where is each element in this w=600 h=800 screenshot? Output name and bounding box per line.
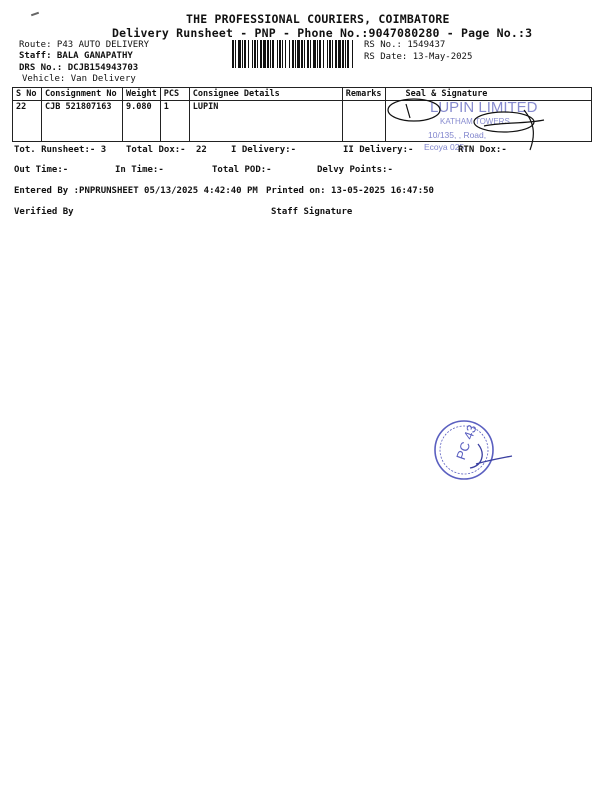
barcode-bar <box>277 40 278 68</box>
route-text: Route: P43 AUTO DELIVERY <box>19 40 150 50</box>
barcode-bar <box>327 40 328 68</box>
barcode-bar <box>310 40 311 68</box>
staff-text: Staff: BALA GANAPATHY <box>19 51 133 61</box>
barcode-bar <box>301 40 303 68</box>
staff-signature: Staff Signature <box>271 207 353 217</box>
tot-runsheet: Tot. Runsheet:- 3 <box>14 145 107 155</box>
barcode-bar <box>272 40 274 68</box>
barcode-bar <box>282 40 283 68</box>
barcode-bar <box>244 40 246 68</box>
cell-consignment: CJB 521807163 <box>42 101 123 142</box>
company-title: THE PROFESSIONAL COURIERS, COIMBATORE <box>186 12 450 26</box>
barcode-bar <box>307 40 309 68</box>
barcode-bar <box>352 40 353 68</box>
barcode-bar <box>270 40 271 68</box>
col-header-weight: Weight <box>123 88 161 101</box>
vehicle-text: Vehicle: Van Delivery <box>22 74 136 84</box>
barcode-bar <box>257 40 258 68</box>
seal-line-3: 10/135, , Road, <box>428 130 487 140</box>
barcode-bar <box>297 40 300 68</box>
barcode-bar <box>345 40 346 68</box>
barcode-bar <box>263 40 266 68</box>
cell-consignee: LUPIN <box>189 101 342 142</box>
col-header-pcs: PCS <box>160 88 189 101</box>
barcode-bar <box>292 40 294 68</box>
entered-by: Entered By :PNPRUNSHEET 05/13/2025 4:42:40 PM <box>14 186 258 196</box>
verified-by: Verified By <box>14 207 74 217</box>
rs-date: RS Date: 13-May-2025 <box>364 52 473 62</box>
ii-delivery: II Delivery:- <box>343 145 414 155</box>
barcode-bar <box>279 40 281 68</box>
stray-mark <box>31 12 39 17</box>
barcode-bar <box>252 40 253 68</box>
barcode-bar <box>329 40 331 68</box>
col-header-consignment: Consignment No <box>42 88 123 101</box>
barcode-bar <box>332 40 333 68</box>
barcode-bar <box>242 40 243 68</box>
barcode-bar <box>295 40 296 68</box>
barcode-bar <box>232 40 234 68</box>
barcode-bar <box>260 40 262 68</box>
total-dox-value: 22 <box>196 145 207 155</box>
cell-weight: 9.080 <box>123 101 161 142</box>
total-dox-label: Total Dox:- <box>126 145 186 155</box>
barcode-bar <box>335 40 337 68</box>
cell-sno: 22 <box>13 101 42 142</box>
barcode-image <box>232 40 354 68</box>
barcode-bar <box>254 40 256 68</box>
barcode-bar <box>304 40 305 68</box>
barcode-bar <box>317 40 318 68</box>
barcode-bar <box>235 40 236 68</box>
barcode-bar <box>323 40 324 68</box>
barcode-bar <box>248 40 249 68</box>
cell-remarks <box>342 101 385 142</box>
col-header-remarks: Remarks <box>342 88 385 101</box>
round-stamp <box>430 414 520 486</box>
col-header-seal: Seal & Signature <box>385 88 591 101</box>
barcode-bar <box>285 40 286 68</box>
printed-on: Printed on: 13-05-2025 16:47:50 <box>266 186 434 196</box>
in-time: In Time:- <box>115 165 164 175</box>
seal-line-1: LUPIN LIMITED <box>430 99 538 116</box>
barcode-bar <box>347 40 349 68</box>
col-header-consignee: Consignee Details <box>189 88 342 101</box>
total-pod: Total POD:- <box>212 165 272 175</box>
delvy-points: Delvy Points:- <box>317 165 393 175</box>
barcode-bar <box>238 40 241 68</box>
round-stamp-text: PC 43 <box>453 422 480 462</box>
out-time: Out Time:- <box>14 165 69 175</box>
barcode-bar <box>319 40 321 68</box>
rtn-dox: RTN Dox:- <box>458 145 507 155</box>
cell-pcs: 1 <box>160 101 189 142</box>
barcode-bar <box>338 40 341 68</box>
i-delivery: I Delivery:- <box>231 145 297 155</box>
barcode-bar <box>342 40 344 68</box>
col-header-sno: S No <box>13 88 42 101</box>
barcode-bar <box>289 40 290 68</box>
seal-line-2: KATHAM TOWERS <box>440 117 510 126</box>
seal-line-4: Ecoya 025. <box>424 142 467 152</box>
barcode-bar <box>267 40 269 68</box>
drs-number: DRS No.: DCJB154943703 <box>19 63 139 73</box>
rs-number: RS No.: 1549437 <box>364 40 446 50</box>
barcode-bar <box>313 40 316 68</box>
runsheet-subtitle: Delivery Runsheet - PNP - Phone No.:9047080280 - Page No.:3 <box>112 26 533 40</box>
